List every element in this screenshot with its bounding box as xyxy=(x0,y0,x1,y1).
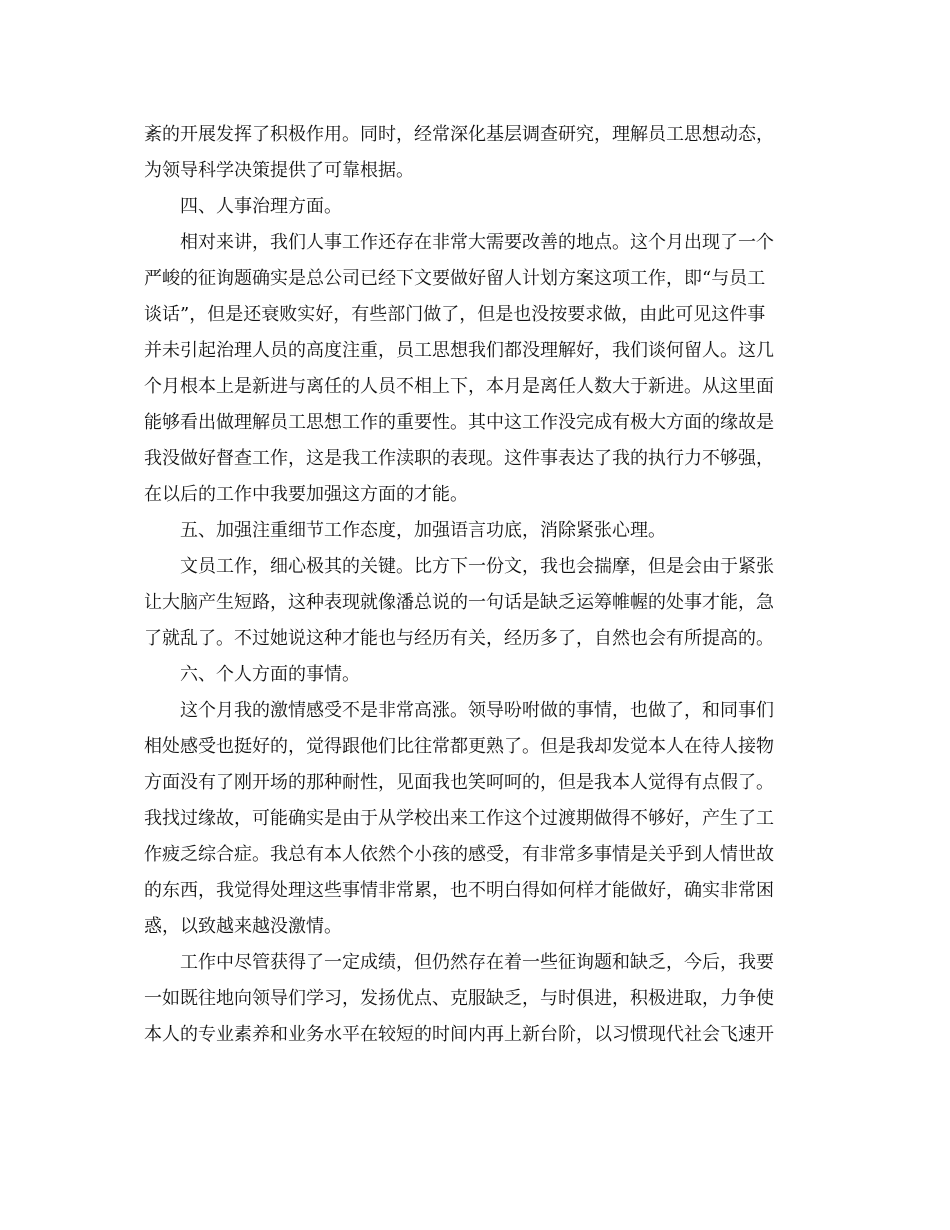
text-line: 在以后的工作中我要加强这方面的才能。 xyxy=(144,484,468,505)
text-line: 我没做好督查工作，这是我工作渎职的表现。这件事表达了我的执行力不够强， xyxy=(144,448,774,469)
text-line: 工作中尽管获得了一定成绩，但仍然存在着一些征询题和缺乏，今后，我要 xyxy=(180,952,774,973)
section-heading: 五、加强注重细节工作态度，加强语言功底，消除紧张心理。 xyxy=(180,520,666,541)
text-line: 惑，以致越来越没激情。 xyxy=(144,916,342,937)
text-line: 本人的专业素养和业务水平在较短的时间内再上新台阶，以习惯现代社会飞速开 xyxy=(144,1024,774,1045)
text-line: 严峻的征询题确实是总公司已经下文要做好留人计划方案这项工作，即“与员工 xyxy=(144,268,766,289)
text-line: 相处感受也挺好的，觉得跟他们比往常都更熟了。但是我却发觉本人在待人接物 xyxy=(144,736,774,757)
text-line: 一如既往地向领导们学习，发扬优点、克服缺乏，与时俱进，积极进取，力争使 xyxy=(144,988,774,1009)
text-line: 并未引起治理人员的高度注重，员工思想我们都没理解好，我们谈何留人。这几 xyxy=(144,340,774,361)
text-line: 为领导科学决策提供了可靠根据。 xyxy=(144,160,414,181)
text-line: 文员工作，细心极其的关键。比方下一份文，我也会揣摩，但是会由于紧张 xyxy=(180,556,774,577)
text-line: 能够看出做理解员工思想工作的重要性。其中这工作没完成有极大方面的缘故是 xyxy=(144,412,774,433)
text-line: 紊的开展发挥了积极作用。同时，经常深化基层调查研究，理解员工思想动态， xyxy=(144,124,774,145)
text-line: 相对来讲，我们人事工作还存在非常大需要改善的地点。这个月出现了一个 xyxy=(180,232,774,253)
text-line: 的东西，我觉得处理这些事情非常累，也不明白得如何样才能做好，确实非常困 xyxy=(144,880,774,901)
text-line: 这个月我的激情感受不是非常高涨。领导吩咐做的事情，也做了，和同事们 xyxy=(180,700,774,721)
section-heading: 六、个人方面的事情。 xyxy=(180,664,360,685)
text-line: 让大脑产生短路，这种表现就像潘总说的一句话是缺乏运筹帷幄的处事才能，急 xyxy=(144,592,774,613)
text-line: 谈话”，但是还衰败实好，有些部门做了，但是也没按要求做，由此可见这件事 xyxy=(144,304,766,325)
text-line: 作疲乏综合症。我总有本人依然个小孩的感受，有非常多事情是关乎到人情世故 xyxy=(144,844,774,865)
text-line: 方面没有了刚开场的那种耐性，见面我也笑呵呵的，但是我本人觉得有点假了。 xyxy=(144,772,774,793)
text-line: 个月根本上是新进与离任的人员不相上下，本月是离任人数大于新进。从这里面 xyxy=(144,376,774,397)
text-line: 了就乱了。不过她说这种才能也与经历有关，经历多了，自然也会有所提高的。 xyxy=(144,628,774,649)
section-heading: 四、人事治理方面。 xyxy=(180,196,342,217)
text-line: 我找过缘故，可能确实是由于从学校出来工作这个过渡期做得不够好，产生了工 xyxy=(144,808,774,829)
